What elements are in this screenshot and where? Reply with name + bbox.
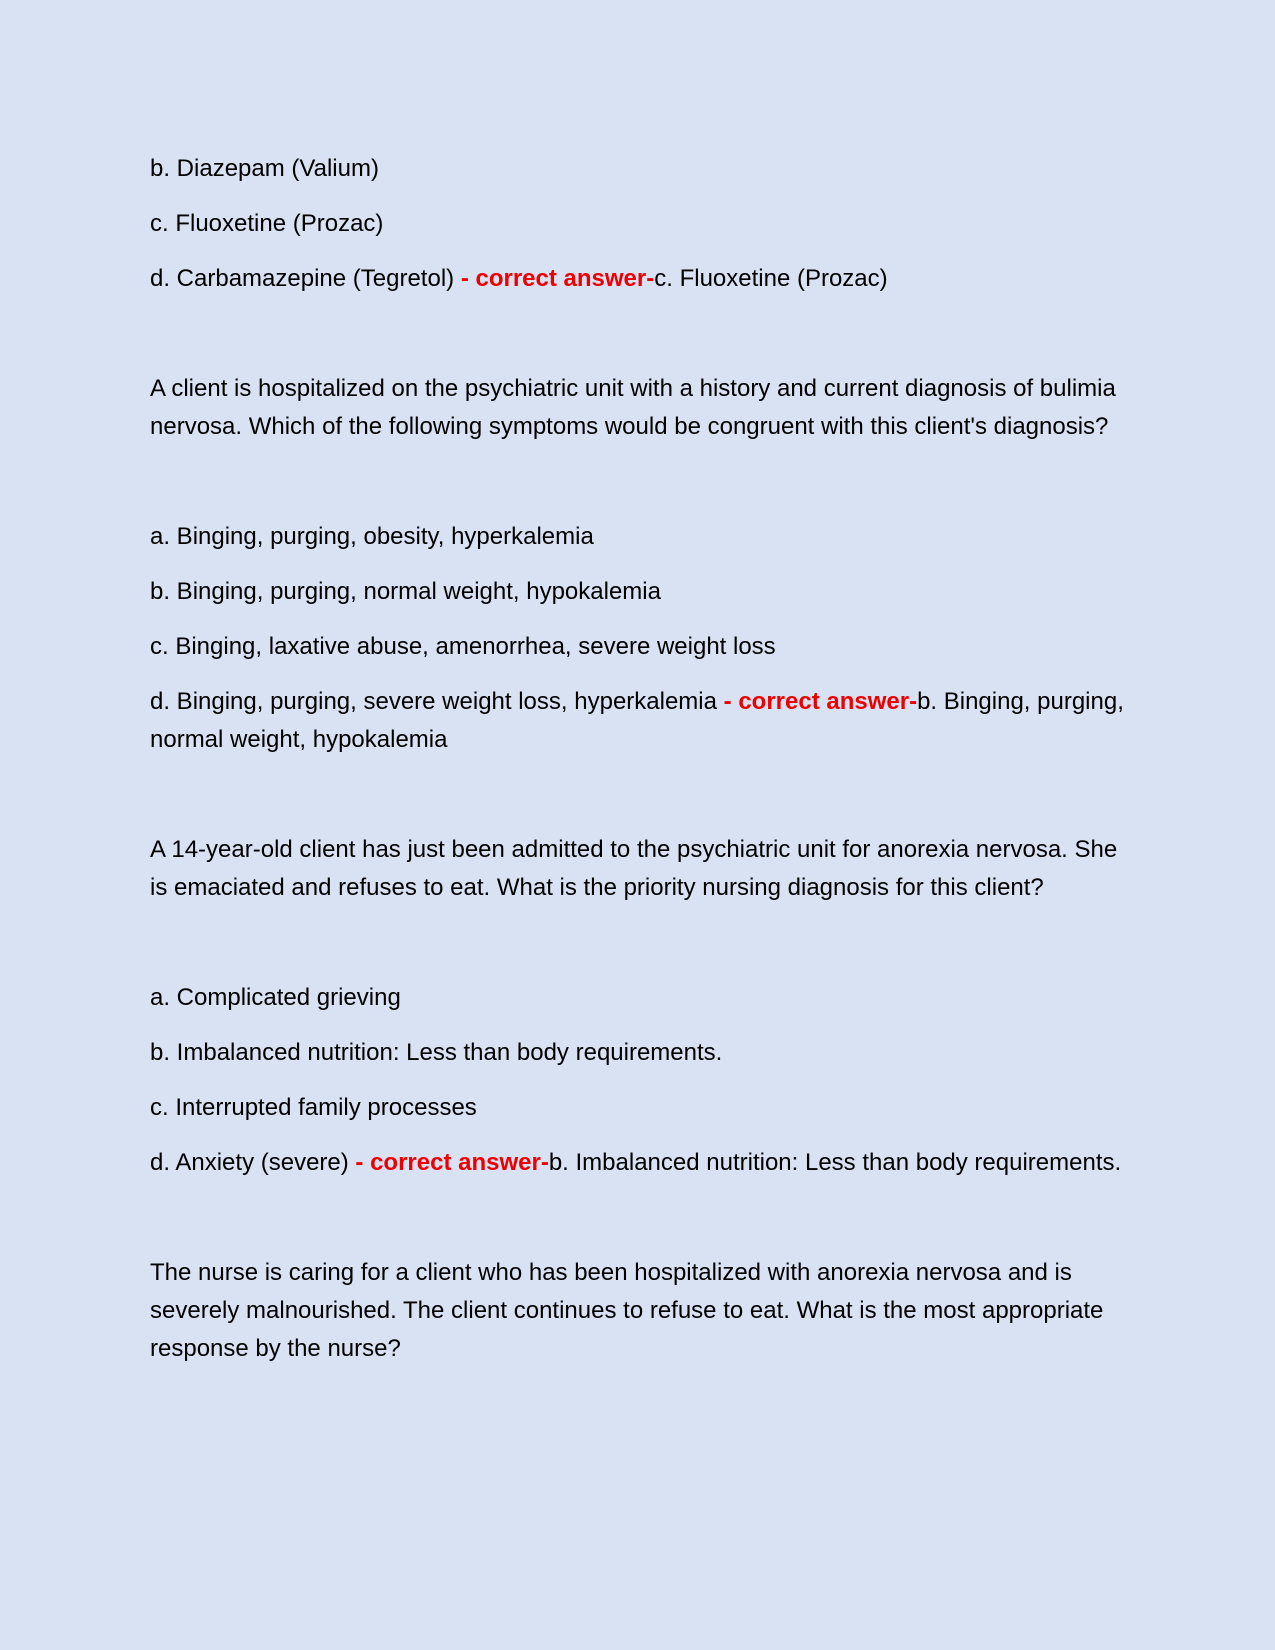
question-anorexia-refuse-eat: The nurse is caring for a client who has been hospitalized with anorexia nervosa and is severely malnourished. The client continues to refuse to eat. What is the most appropriate response by the nurse? [150,1259,1104,1362]
option-a: a. Binging, purging, obesity, hyperkalemia [150,523,594,550]
option-d-with-answer [150,683,1130,759]
option-d-with-answer [150,1144,1130,1182]
question-bulimia: A client is hospitalized on the psychiatric unit with a history and current diagnosis of bulimia nervosa. Which of the following symptoms would be congruent with this client's diagnosis? [150,375,1116,440]
correct-answer-text: c. Fluoxetine (Prozac) [654,265,888,292]
correct-answer-text: b. Imbalanced nutrition: Less than body requirements. [548,1149,1122,1176]
option-c: c. Binging, laxative abuse, amenorrhea, severe weight loss [150,633,776,660]
question-anorexia-priority: A 14-year-old client has just been admitted to the psychiatric unit for anorexia nervosa. She is emaciated and refuses to eat. What is the priority nursing diagnosis for this client? [150,836,1118,901]
option-c-fluoxetine: c. Fluoxetine (Prozac) [150,210,384,237]
option-d-text: d. Carbamazepine (Tegretol) [150,265,461,292]
correct-answer-marker: - correct answer- [460,265,655,292]
option-b: b. Imbalanced nutrition: Less than body requirements. [150,1039,723,1066]
option-d-text: d. Binging, purging, severe weight loss, hyperkalemia [150,688,724,715]
option-a: a. Complicated grieving [150,984,401,1011]
document-page [150,150,1130,1368]
correct-answer-marker: - correct answer- [723,688,918,715]
option-b-diazepam: b. Diazepam (Valium) [150,155,379,182]
correct-answer-text: b. Binging, purging, normal weight, hypokalemia [150,688,1124,753]
correct-answer-marker: - correct answer- [355,1149,549,1176]
option-c: c. Interrupted family processes [150,1094,477,1121]
option-d-with-answer [150,260,1130,298]
option-d-text: d. Anxiety (severe) [150,1149,356,1176]
option-b: b. Binging, purging, normal weight, hypokalemia [150,578,661,605]
